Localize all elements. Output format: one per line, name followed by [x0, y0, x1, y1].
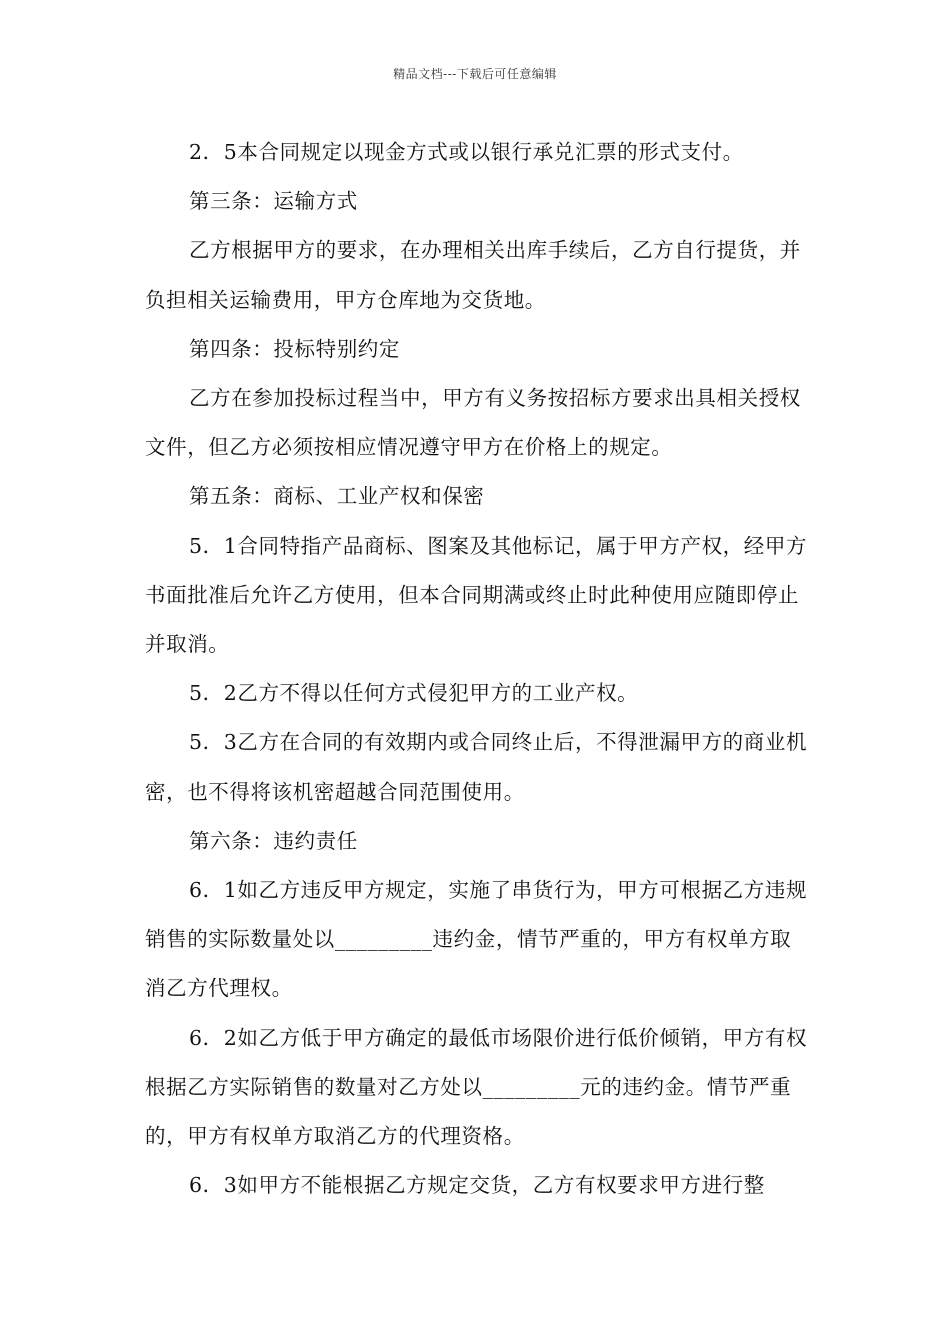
- paragraph-6-1: 6．1如乙方违反甲方规定，实施了串货行为，甲方可根据乙方违规销售的实际数量处以_________违约金，情节严重的，甲方有权单方取消乙方代理权。: [145, 878, 808, 1001]
- heading-article-5: 第五条：商标、工业产权和保密: [189, 484, 485, 509]
- document-body: [145, 128, 810, 1210]
- paragraph-2-5: 2．5本合同规定以现金方式或以银行承兑汇票的形式支付。: [189, 140, 744, 164]
- paragraph-5-3: 5．3乙方在合同的有效期内或合同终止后，不得泄漏甲方的商业机密，也不得将该机密超越合同范围使用。: [145, 730, 808, 804]
- heading-article-3: 第三条：运输方式: [189, 189, 358, 214]
- heading-article-6: 第六条：违约责任: [189, 828, 358, 853]
- paragraph-6-2: 6．2如乙方低于甲方确定的最低市场限价进行低价倾销，甲方有权根据乙方实际销售的数量对乙方处以_________元的违约金。情节严重的，甲方有权单方取消乙方的代理资格。: [145, 1025, 808, 1149]
- paragraph-article-3: 乙方根据甲方的要求，在办理相关出库手续后，乙方自行提货，并负担相关运输费用，甲方仓库地为交货地。: [145, 238, 801, 312]
- page-header: 精品文档---下载后可任意编辑: [393, 67, 557, 81]
- paragraph-6-3: 6．3如甲方不能根据乙方规定交货，乙方有权要求甲方进行整: [189, 1173, 765, 1198]
- paragraph-5-1: 5．1合同特指产品商标、图案及其他标记，属于甲方产权，经甲方书面批准后允许乙方使用，但本合同期满或终止时此种使用应随即停止并取消。: [145, 533, 808, 657]
- paragraph-article-4: 乙方在参加投标过程当中，甲方有义务按招标方要求出具相关授权文件，但乙方必须按相应情况遵守甲方在价格上的规定。: [145, 386, 801, 460]
- paragraph-5-2: 5．2乙方不得以任何方式侵犯甲方的工业产权。: [189, 681, 639, 706]
- heading-article-4: 第四条：投标特别约定: [189, 336, 400, 361]
